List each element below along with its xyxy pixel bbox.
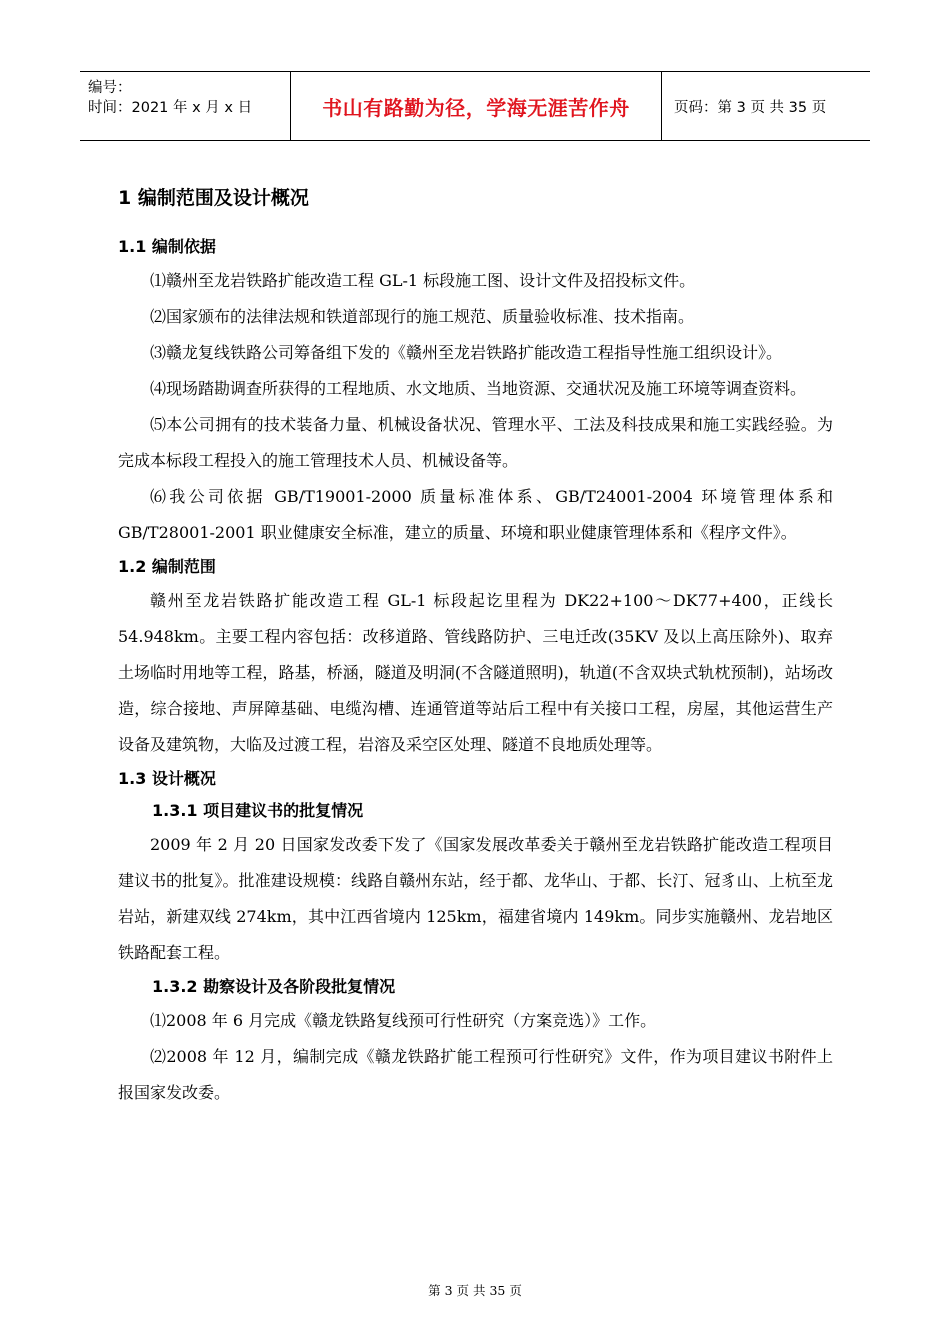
page-footer: 第 3 页 共 35 页 [428,1283,522,1298]
subsection-title-1-3-2: 1.3.2 勘察设计及各阶段批复情况 [152,977,396,996]
basis-item-4: ⑷现场踏勘调查所获得的工程地质、水文地质、当地资源、交通状况及施工环境等调查资料。 [150,379,807,398]
basis-item-5: ⑸本公司拥有的技术装备力量、机械设备状况、管理水平、工法及科技成果和施工实践经验。为完成本标段工程投入的施工管理技术人员、机械设备等。 [118,415,833,470]
header-motto: 书山有路勤为径，学海无涯苦作舟 [290,72,662,140]
subsection-title-1-1: 1.1 编制依据 [118,237,216,256]
page-header [80,71,870,141]
basis-item-3: ⑶赣龙复线铁路公司筹备组下发的《赣州至龙岩铁路扩能改造工程指导性施工组织设计》。 [150,343,783,362]
scope-paragraph: 赣州至龙岩铁路扩能改造工程 GL-1 标段起讫里程为 DK22+100～DK77+400，正线长 54.948km。主要工程内容包括：改移道路、管线路防护、三电迁改(35KV 及以上高压除外)、取弃土场临时用地等工程，路基，桥涵，隧道及明洞(不含隧道照明)，轨道(不含双块式轨枕预制)，站场改造，综合接地、声屏障基础、电缆沟槽、连通管道等站后工程中有关接口工程，房屋，其他运营生产设备及建筑物，大临及过渡工程，岩溶及采空区处理、隧道不良地质处理等。 [118,591,833,754]
header-page-info [662,72,870,140]
header-meta [80,72,290,140]
document-body [118,180,833,1111]
proposal-approval-paragraph: 2009 年 2 月 20 日国家发改委下发了《国家发展改革委关于赣州至龙岩铁路扩能改造工程项目建议书的批复》。批准建设规模：线路自赣州东站，经于都、龙华山、于都、长汀、冠豸山、上杭至龙岩站，新建双线 274km，其中江西省境内 125km，福建省境内 149km。同步实施赣州、龙岩地区铁路配套工程。 [118,835,833,962]
page-info-text: 页码：第 3 页 共 35 页 [674,99,827,116]
document-number-label: 编号： [88,80,132,96]
subsection-title-1-3-1: 1.3.1 项目建议书的批复情况 [152,801,364,820]
basis-item-1: ⑴赣州至龙岩铁路扩能改造工程 GL-1 标段施工图、设计文件及招投标文件。 [150,271,696,290]
survey-item-1: ⑴2008 年 6 月完成《赣龙铁路复线预可行性研究（方案竞选）》工作。 [150,1011,657,1030]
subsection-title-1-2: 1.2 编制范围 [118,557,216,576]
subsection-title-1-3: 1.3 设计概况 [118,769,216,788]
basis-item-6: ⑹我公司依据 GB/T19001-2000 质量标准体系、GB/T24001-2004 环境管理体系和 GB/T28001-2001 职业健康安全标准，建立的质量、环境和职业健康管理体系和《程序文件》。 [118,487,833,542]
document-date: 时间：2021 年 x 月 x 日 [88,100,253,116]
survey-item-2: ⑵2008 年 12 月，编制完成《赣龙铁路扩能工程预可行性研究》文件，作为项目建议书附件上报国家发改委。 [118,1047,833,1102]
basis-item-2: ⑵国家颁布的法律法规和铁道部现行的施工规范、质量验收标准、技术指南。 [150,307,695,326]
section-title: 1 编制范围及设计概况 [118,187,309,209]
